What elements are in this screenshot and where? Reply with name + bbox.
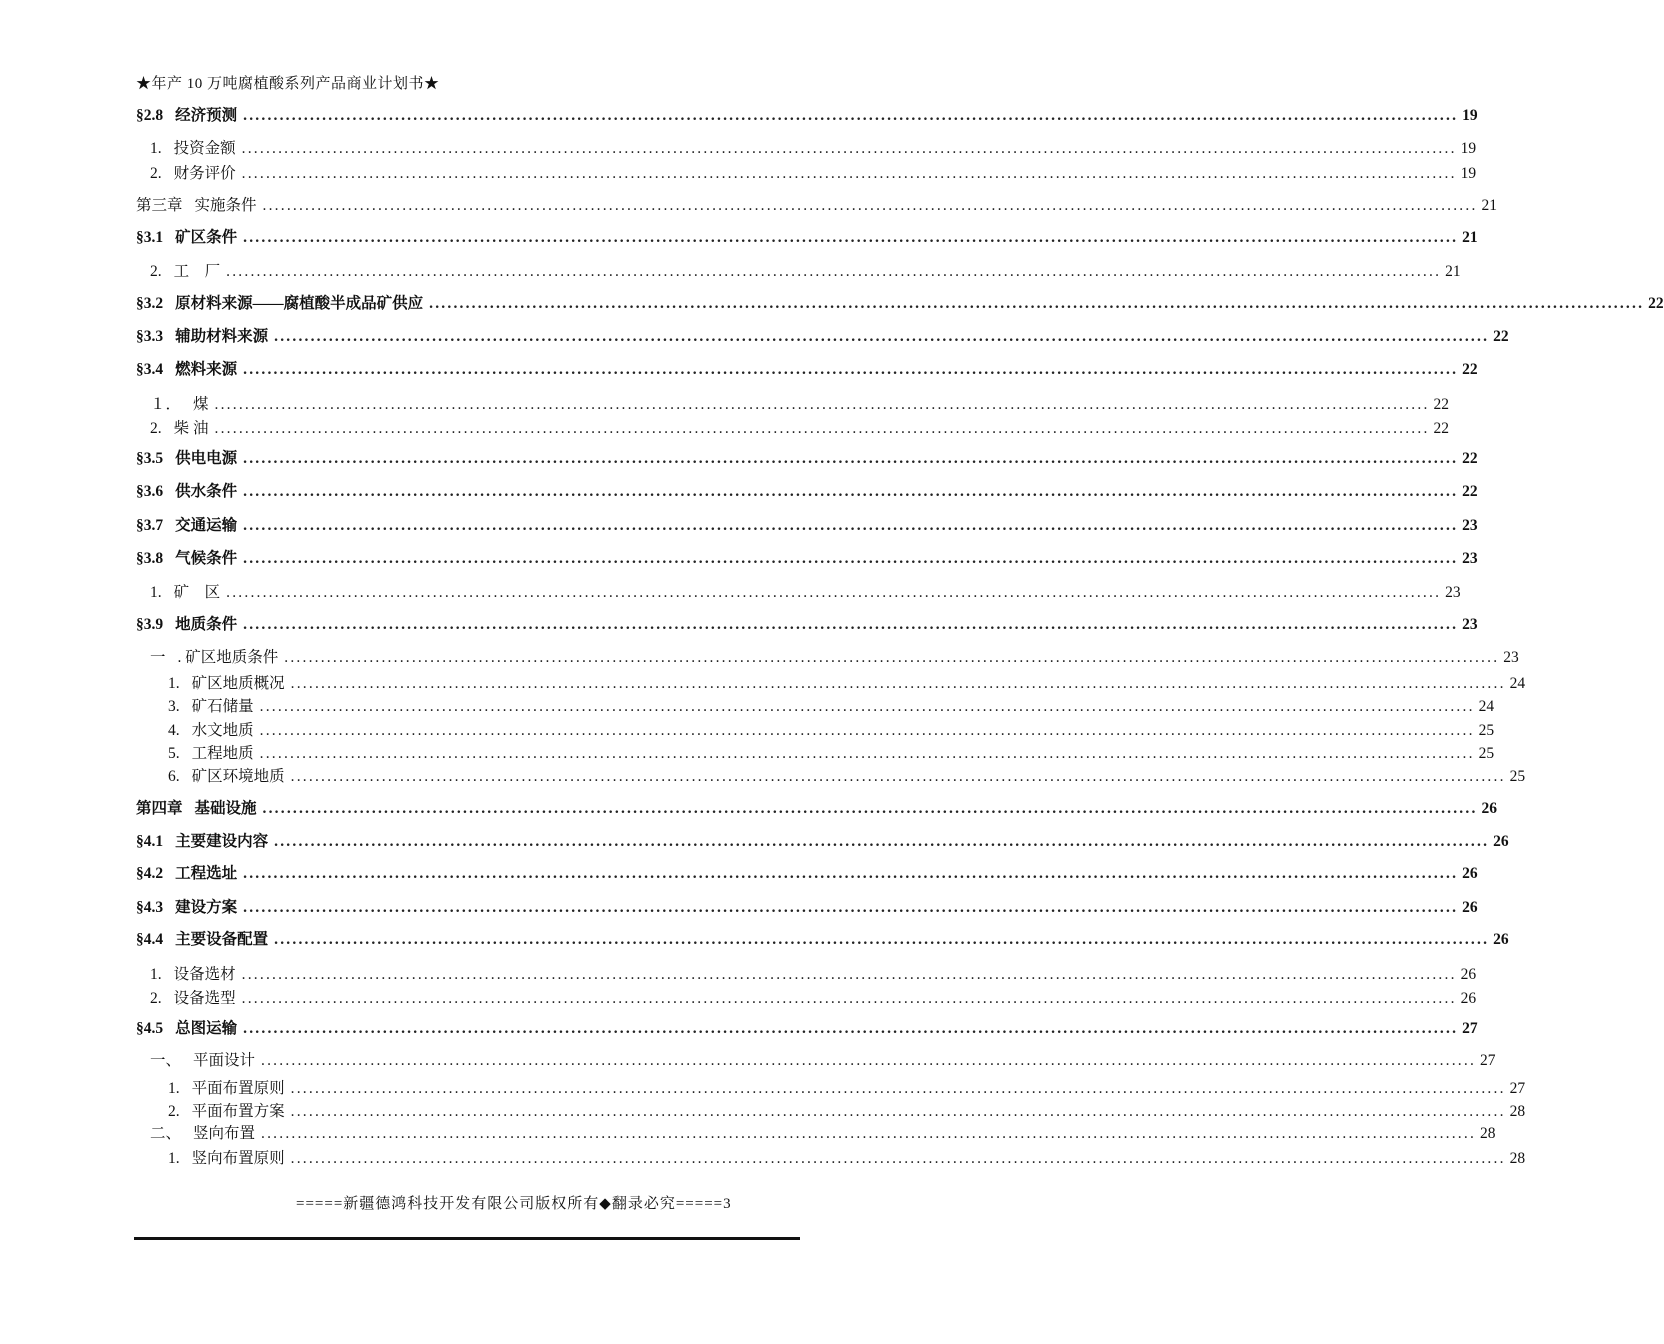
toc-entry-label bbox=[168, 1102, 291, 1122]
toc-entry-page: 23 bbox=[1462, 616, 1478, 633]
toc-entry-page: 22 bbox=[1493, 328, 1509, 345]
toc-entry-page: 26 bbox=[1460, 990, 1477, 1007]
toc-entry-label bbox=[150, 164, 242, 184]
toc-entry[interactable] bbox=[150, 262, 1461, 282]
toc-entry-page: 22 bbox=[1462, 450, 1478, 467]
toc-entry[interactable] bbox=[150, 139, 1477, 159]
toc-entry[interactable] bbox=[150, 395, 1450, 415]
toc-dot-leader: ........................................................................................................................................................................................................ bbox=[274, 833, 1490, 850]
toc-entry[interactable] bbox=[168, 1149, 1526, 1169]
toc-entry-number: 5. bbox=[168, 745, 180, 762]
toc-entry-label bbox=[136, 898, 243, 918]
toc-dot-leader: ........................................................................................................................................................................................................ bbox=[243, 361, 1459, 378]
toc-entry[interactable] bbox=[168, 1102, 1526, 1122]
toc-entry-title: 工 厂 bbox=[173, 263, 221, 280]
toc-entry[interactable] bbox=[136, 449, 1478, 469]
toc-entry-page: 26 bbox=[1462, 899, 1478, 916]
page-header: ★年产 10 万吨腐植酸系列产品商业计划书★ bbox=[136, 76, 440, 92]
toc-entry[interactable] bbox=[150, 965, 1477, 985]
toc-entry[interactable] bbox=[136, 294, 1664, 314]
toc-entry-title: 平面布置方案 bbox=[191, 1103, 285, 1120]
toc-entry[interactable] bbox=[136, 482, 1478, 502]
toc-dot-leader: ........................................................................................................................................................................................................ bbox=[429, 295, 1645, 312]
toc-entry-title: 实施条件 bbox=[194, 197, 257, 214]
toc-entry-label bbox=[136, 327, 274, 347]
toc-entry-title: 辅助材料来源 bbox=[175, 328, 269, 345]
toc-entry-label bbox=[168, 1149, 291, 1169]
toc-entry-title: 平面布置原则 bbox=[191, 1080, 285, 1097]
toc-entry-title: 设备选型 bbox=[173, 990, 236, 1007]
toc-entry-title: 地质条件 bbox=[175, 616, 238, 633]
toc-dot-leader: ........................................................................................................................................................................................................ bbox=[262, 197, 1478, 214]
toc-entry-title: 设备选材 bbox=[173, 966, 236, 983]
toc-entry-number: 2. bbox=[150, 420, 162, 437]
toc-entry-number: 第四章 bbox=[136, 800, 183, 817]
toc-dot-leader: ........................................................................................................................................................................................................ bbox=[284, 649, 1500, 666]
toc-entry[interactable] bbox=[136, 106, 1478, 126]
toc-entry-number: §3.1 bbox=[136, 229, 164, 246]
toc-dot-leader: ........................................................................................................................................................................................................ bbox=[243, 616, 1459, 633]
toc-entry-number: 一 bbox=[150, 649, 166, 666]
toc-entry-page: 25 bbox=[1478, 722, 1495, 739]
toc-entry[interactable] bbox=[150, 1124, 1496, 1144]
toc-dot-leader: ........................................................................................................................................................................................................ bbox=[243, 550, 1459, 567]
toc-entry-number: 3. bbox=[168, 698, 180, 715]
toc-entry-page: 22 bbox=[1462, 361, 1478, 378]
toc-entry-page: 26 bbox=[1493, 833, 1509, 850]
toc-entry-title: 平面设计 bbox=[193, 1052, 256, 1069]
toc-entry-page: 25 bbox=[1478, 745, 1495, 762]
toc-entry-label bbox=[136, 549, 243, 569]
toc-entry-number: 1. bbox=[168, 1150, 180, 1167]
toc-dot-leader: ........................................................................................................................................................................................................ bbox=[243, 899, 1459, 916]
toc-entry-number: §4.1 bbox=[136, 833, 164, 850]
toc-entry-page: 27 bbox=[1480, 1052, 1496, 1069]
toc-entry-number: §3.3 bbox=[136, 328, 164, 345]
toc-entry[interactable] bbox=[136, 360, 1478, 380]
toc-entry-title: 建设方案 bbox=[175, 899, 238, 916]
toc-entry-number: 1. bbox=[168, 675, 180, 692]
toc-entry-title: 矿 区 bbox=[173, 584, 221, 601]
toc-entry-number: 2. bbox=[168, 1103, 180, 1120]
toc-entry-page: 21 bbox=[1445, 263, 1461, 280]
toc-dot-leader: ........................................................................................................................................................................................................ bbox=[261, 1052, 1477, 1069]
toc-entry-page: 21 bbox=[1481, 197, 1498, 214]
toc-entry[interactable] bbox=[150, 989, 1477, 1009]
toc-dot-leader: ........................................................................................................................................................................................................ bbox=[241, 140, 1457, 157]
toc-dot-leader: ........................................................................................................................................................................................................ bbox=[259, 745, 1475, 762]
toc-dot-leader: ........................................................................................................................................................................................................ bbox=[290, 1080, 1506, 1097]
toc-entry-number: §4.5 bbox=[136, 1020, 164, 1037]
toc-entry-label bbox=[150, 1124, 261, 1144]
toc-entry-label bbox=[150, 139, 242, 159]
toc-entry-number: １． bbox=[150, 396, 182, 413]
toc-entry-number: 1. bbox=[150, 966, 162, 983]
toc-entry-label bbox=[168, 721, 260, 741]
toc-entry-number: §3.8 bbox=[136, 550, 164, 567]
toc-entry-title: 水文地质 bbox=[191, 722, 254, 739]
toc-entry-number: 2. bbox=[150, 263, 162, 280]
toc-dot-leader: ........................................................................................................................................................................................................ bbox=[241, 966, 1457, 983]
toc-entry-label bbox=[150, 262, 226, 282]
toc-entry[interactable] bbox=[150, 164, 1477, 184]
toc-entry-number: 一、 bbox=[150, 1052, 182, 1069]
toc-dot-leader: ........................................................................................................................................................................................................ bbox=[226, 263, 1442, 280]
toc-entry-title: 矿区地质概况 bbox=[191, 675, 285, 692]
toc-entry-number: 1. bbox=[168, 1080, 180, 1097]
toc-entry-label bbox=[136, 294, 429, 314]
toc-entry[interactable] bbox=[136, 864, 1478, 884]
toc-entry-number: 6. bbox=[168, 768, 180, 785]
toc-entry-title: 矿区环境地质 bbox=[191, 768, 285, 785]
toc-entry-number: §3.2 bbox=[136, 295, 164, 312]
toc-entry-title: 燃料来源 bbox=[175, 361, 238, 378]
toc-entry[interactable] bbox=[168, 674, 1526, 694]
toc-entry[interactable] bbox=[136, 615, 1478, 635]
toc-entry-page: 27 bbox=[1462, 1020, 1478, 1037]
toc-entry-number: 2. bbox=[150, 165, 162, 182]
toc-dot-leader: ........................................................................................................................................................................................................ bbox=[226, 584, 1442, 601]
toc-entry-title: 经济预测 bbox=[175, 107, 238, 124]
toc-entry-page: 23 bbox=[1445, 584, 1461, 601]
toc-entry-label bbox=[136, 482, 243, 502]
toc-entry-number: §3.6 bbox=[136, 483, 164, 500]
toc-entry-page: 26 bbox=[1481, 800, 1498, 817]
toc-dot-leader: ........................................................................................................................................................................................................ bbox=[214, 420, 1430, 437]
toc-entry-number: §3.4 bbox=[136, 361, 164, 378]
page-footer: =====新疆德鸿科技开发有限公司版权所有◆翻录必究=====3 bbox=[296, 1196, 732, 1212]
toc-entry-page: 28 bbox=[1509, 1150, 1526, 1167]
toc-entry-label bbox=[136, 615, 243, 635]
toc-entry-page: 28 bbox=[1509, 1103, 1526, 1120]
toc-dot-leader: ........................................................................................................................................................................................................ bbox=[243, 517, 1459, 534]
toc-entry-label bbox=[136, 106, 243, 126]
toc-entry-page: 26 bbox=[1493, 931, 1509, 948]
toc-entry-page: 24 bbox=[1478, 698, 1495, 715]
toc-entry[interactable] bbox=[150, 648, 1519, 668]
toc-entry-label bbox=[136, 228, 243, 248]
toc-entry-page: 22 bbox=[1462, 483, 1478, 500]
toc-entry-number: §4.2 bbox=[136, 865, 164, 882]
toc-entry-title: 总图运输 bbox=[175, 1020, 238, 1037]
toc-dot-leader: ........................................................................................................................................................................................................ bbox=[243, 865, 1459, 882]
toc-entry-page: 23 bbox=[1462, 517, 1478, 534]
toc-entry-title: 基础设施 bbox=[194, 800, 257, 817]
toc-dot-leader: ........................................................................................................................................................................................................ bbox=[259, 698, 1475, 715]
toc-entry[interactable] bbox=[136, 196, 1498, 216]
toc-dot-leader: ........................................................................................................................................................................................................ bbox=[243, 107, 1459, 124]
toc-entry-number: §3.7 bbox=[136, 517, 164, 534]
toc-entry-number: §2.8 bbox=[136, 107, 164, 124]
toc-entry-label bbox=[136, 449, 243, 469]
toc-entry-page: 25 bbox=[1509, 768, 1526, 785]
toc-entry[interactable] bbox=[136, 799, 1498, 819]
toc-entry-number: §4.4 bbox=[136, 931, 164, 948]
toc-dot-leader: ........................................................................................................................................................................................................ bbox=[259, 722, 1475, 739]
toc-entry-title: 供电电源 bbox=[175, 450, 238, 467]
toc-entry-title: 柴 油 bbox=[173, 420, 209, 437]
toc-entry[interactable] bbox=[168, 721, 1495, 741]
toc-entry-page: 19 bbox=[1460, 165, 1477, 182]
toc-entry-label bbox=[136, 196, 263, 216]
toc-entry-page: 22 bbox=[1433, 396, 1450, 413]
toc-entry-label bbox=[136, 930, 274, 950]
toc-entry-label bbox=[150, 395, 215, 415]
toc-entry-label bbox=[150, 419, 215, 439]
toc-dot-leader: ........................................................................................................................................................................................................ bbox=[241, 990, 1457, 1007]
toc-entry-title: . 矿区地质条件 bbox=[177, 649, 279, 666]
toc-entry[interactable] bbox=[168, 1079, 1526, 1099]
toc-entry-page: 24 bbox=[1509, 675, 1526, 692]
toc-entry-title: 工程地质 bbox=[191, 745, 254, 762]
toc-entry[interactable] bbox=[136, 832, 1509, 852]
toc-entry[interactable] bbox=[136, 1019, 1478, 1039]
toc-dot-leader: ........................................................................................................................................................................................................ bbox=[214, 396, 1430, 413]
toc-dot-leader: ........................................................................................................................................................................................................ bbox=[243, 1020, 1459, 1037]
toc-entry-label bbox=[136, 516, 243, 536]
toc-entry-title: 竖向布置 bbox=[193, 1125, 256, 1142]
toc-entry-label bbox=[136, 832, 274, 852]
toc-entry-title: 供水条件 bbox=[175, 483, 238, 500]
toc-entry-title: 交通运输 bbox=[175, 517, 238, 534]
toc-dot-leader: ........................................................................................................................................................................................................ bbox=[262, 800, 1478, 817]
toc-entry-label bbox=[150, 989, 242, 1009]
toc-entry-page: 26 bbox=[1462, 865, 1478, 882]
toc-dot-leader: ........................................................................................................................................................................................................ bbox=[241, 165, 1457, 182]
toc-entry-number: 1. bbox=[150, 584, 162, 601]
toc-dot-leader: ........................................................................................................................................................................................................ bbox=[243, 483, 1459, 500]
toc-entry-title: 矿区条件 bbox=[175, 229, 238, 246]
toc-entry-label bbox=[136, 360, 243, 380]
toc-entry-number: §4.3 bbox=[136, 899, 164, 916]
toc-entry-page: 26 bbox=[1460, 966, 1477, 983]
toc-entry-label bbox=[150, 965, 242, 985]
toc-entry-page: 19 bbox=[1460, 140, 1477, 157]
toc-entry[interactable] bbox=[150, 1051, 1496, 1071]
toc-entry[interactable] bbox=[136, 549, 1478, 569]
toc-entry-page: 23 bbox=[1503, 649, 1519, 666]
toc-entry-page: 22 bbox=[1433, 420, 1450, 437]
toc-entry[interactable] bbox=[168, 697, 1495, 717]
footer-rule bbox=[134, 1237, 800, 1240]
toc-dot-leader: ........................................................................................................................................................................................................ bbox=[274, 931, 1490, 948]
toc-entry-title: 主要设备配置 bbox=[175, 931, 269, 948]
toc-entry-page: 27 bbox=[1509, 1080, 1526, 1097]
toc-entry[interactable] bbox=[136, 898, 1478, 918]
toc-entry[interactable] bbox=[168, 744, 1495, 764]
toc-entry-number: 第三章 bbox=[136, 197, 183, 214]
toc-entry-page: 21 bbox=[1462, 229, 1478, 246]
toc-entry-number: 4. bbox=[168, 722, 180, 739]
toc-entry[interactable] bbox=[136, 228, 1478, 248]
toc-dot-leader: ........................................................................................................................................................................................................ bbox=[243, 450, 1459, 467]
toc-entry[interactable] bbox=[136, 327, 1509, 347]
toc-entry[interactable] bbox=[150, 419, 1450, 439]
toc-entry-label bbox=[168, 1079, 291, 1099]
toc-entry-title: 煤 bbox=[193, 396, 209, 413]
toc-entry-number: §3.5 bbox=[136, 450, 164, 467]
toc-entry-title: 气候条件 bbox=[175, 550, 238, 567]
toc-entry-number: §3.9 bbox=[136, 616, 164, 633]
toc-entry-number: 1. bbox=[150, 140, 162, 157]
toc-entry-label bbox=[150, 1051, 261, 1071]
toc-entry-label bbox=[168, 697, 260, 717]
toc-entry[interactable] bbox=[168, 767, 1526, 787]
toc-entry-label bbox=[150, 648, 284, 668]
toc-dot-leader: ........................................................................................................................................................................................................ bbox=[274, 328, 1490, 345]
toc-entry[interactable] bbox=[136, 930, 1509, 950]
toc-entry-label bbox=[136, 799, 263, 819]
toc-entry-label bbox=[168, 767, 291, 787]
toc-entry-page: 28 bbox=[1480, 1125, 1496, 1142]
toc-entry-number: 2. bbox=[150, 990, 162, 1007]
toc-entry-page: 23 bbox=[1462, 550, 1478, 567]
toc-entry-label bbox=[168, 744, 260, 764]
toc-dot-leader: ........................................................................................................................................................................................................ bbox=[290, 1103, 1506, 1120]
toc-entry-title: 投资金额 bbox=[173, 140, 236, 157]
toc-entry-label bbox=[136, 864, 243, 884]
toc-entry-title: 原材料来源——腐植酸半成品矿供应 bbox=[175, 295, 424, 312]
toc-entry-title: 主要建设内容 bbox=[175, 833, 269, 850]
toc-entry-number: 二、 bbox=[150, 1125, 182, 1142]
toc-entry-page: 19 bbox=[1462, 107, 1478, 124]
toc-entry[interactable] bbox=[136, 516, 1478, 536]
toc-entry-label bbox=[150, 583, 226, 603]
toc-dot-leader: ........................................................................................................................................................................................................ bbox=[290, 675, 1506, 692]
toc-entry-page: 22 bbox=[1648, 295, 1664, 312]
toc-entry-title: 工程选址 bbox=[175, 865, 238, 882]
toc-dot-leader: ........................................................................................................................................................................................................ bbox=[243, 229, 1459, 246]
toc-entry-title: 财务评价 bbox=[173, 165, 236, 182]
toc-entry-label bbox=[136, 1019, 243, 1039]
toc-dot-leader: ........................................................................................................................................................................................................ bbox=[290, 1150, 1506, 1167]
toc-dot-leader: ........................................................................................................................................................................................................ bbox=[290, 768, 1506, 785]
toc-entry-title: 矿石储量 bbox=[191, 698, 254, 715]
toc-entry-label bbox=[168, 674, 291, 694]
toc-entry-title: 竖向布置原则 bbox=[191, 1150, 285, 1167]
toc-dot-leader: ........................................................................................................................................................................................................ bbox=[261, 1125, 1477, 1142]
toc-entry[interactable] bbox=[150, 583, 1461, 603]
